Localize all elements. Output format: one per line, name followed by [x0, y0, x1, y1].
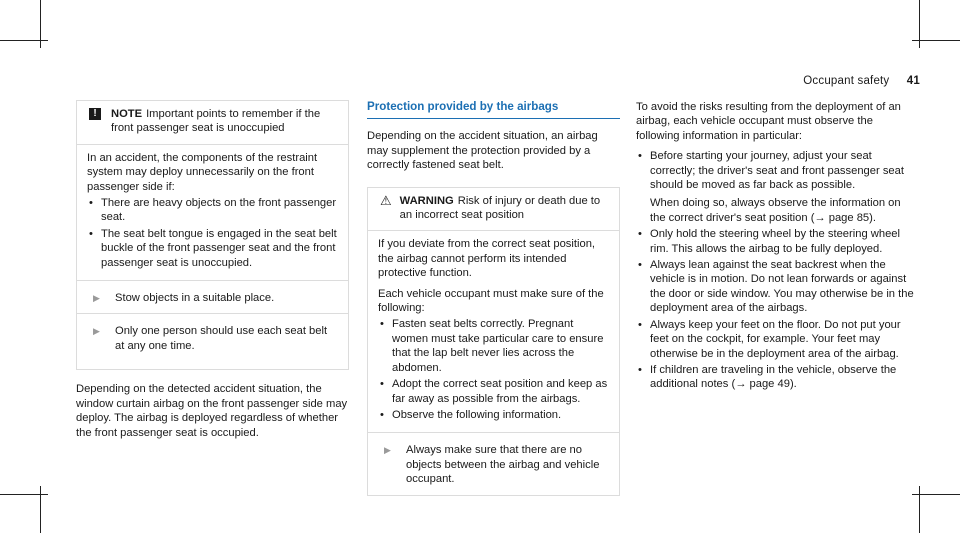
warning-paragraph: Each vehicle occupant must make sure of the following: — [378, 287, 604, 315]
list-item-text: • Before starting your journey, adjust your seat correctly; the driver's seat and front passenger seat should be moved as far back as possible. — [650, 150, 904, 192]
list-item — [636, 149, 918, 225]
arrow-right-icon: ▶ — [93, 293, 100, 304]
warning-step — [368, 432, 619, 494]
list-item: • Fasten seat belts correctly. Pregnant women must take particular care to ensure that the lap belt never lies across the abdomen. — [378, 317, 609, 375]
warning-keyword: WARNING — [399, 194, 454, 207]
warning-header — [368, 188, 619, 231]
step-text: Always make sure that there are no objects between the airbag and vehicle occupant. — [406, 444, 600, 486]
warning-box — [367, 187, 620, 496]
page-number: 41 — [906, 75, 920, 87]
warning-bullet-list — [378, 317, 609, 422]
exclamation-icon: ! — [89, 108, 101, 120]
step-text: Only one person should use each seat belt at any one time. — [115, 325, 328, 352]
crop-mark — [912, 40, 960, 41]
warning-body — [368, 230, 619, 432]
list-item: • If children are traveling in the vehicle, observe the additional notes (→ page 49). — [636, 363, 918, 392]
safety-bullet-list — [636, 149, 918, 392]
body-paragraph: Depending on the detected accident situation, the window curtain airbag on the front passenger side may deploy. The airbag is deployed regardless of whether the front passenger seat is occupied. — [76, 383, 348, 439]
crop-mark — [912, 494, 960, 495]
step-text: Stow objects in a suitable place. — [115, 292, 275, 305]
body-paragraph: To avoid the risks resulting from the deployment of an airbag, each vehicle occupant must observe the following information in particular: — [636, 101, 901, 142]
list-item: • Always keep your feet on the floor. Do not put your feet on the cockpit, for example. Your feet may otherwise be in the deployment area of the airbag. — [636, 318, 918, 361]
warning-title — [400, 194, 609, 223]
warning-triangle-icon: ⚠ — [380, 192, 392, 208]
column-right — [636, 100, 918, 394]
list-item: • Always lean against the seat backrest when the vehicle is in motion. Do not lean forwards or against the door or side window. You may otherwise be in the deployment area of the airbags. — [636, 258, 918, 316]
arrow-right-icon: ▶ — [384, 445, 391, 456]
crop-mark — [0, 40, 48, 41]
body-paragraph: Depending on the accident situation, an airbag may supplement the protection provided by a correctly fastened seat belt. — [367, 130, 598, 172]
note-text: Important points to remember if the front passenger seat is unoccupied — [111, 108, 321, 135]
arrow-right-icon: ▶ — [93, 326, 100, 337]
note-title — [111, 107, 338, 136]
note-step — [77, 280, 348, 313]
note-step — [77, 313, 348, 369]
note-bullet-list — [87, 196, 338, 270]
note-header — [77, 101, 348, 144]
list-item: • Observe the following information. — [378, 408, 609, 422]
column-left — [76, 100, 349, 446]
note-keyword: NOTE — [111, 108, 143, 120]
crop-mark — [0, 494, 48, 495]
section-heading: Protection provided by the airbags — [367, 100, 620, 119]
column-middle — [367, 100, 620, 496]
list-item: • There are heavy objects on the front passenger seat. — [87, 196, 338, 225]
note-intro: In an accident, the components of the restraint system may deploy unnecessarily on the front passenger side if: — [87, 151, 318, 193]
list-item: • Adopt the correct seat position and keep as far away as possible from the airbags. — [378, 377, 609, 406]
note-box — [76, 100, 349, 370]
note-body — [77, 144, 348, 280]
section-title: Occupant safety — [803, 75, 890, 87]
warning-text: Risk of injury or death due to an incorrect seat position — [399, 194, 601, 222]
warning-paragraph: If you deviate from the correct seat position, the airbag cannot perform its intended protective function. — [378, 238, 596, 280]
page-header — [803, 74, 920, 88]
list-item: • Only hold the steering wheel by the steering wheel rim. This allows the airbag to be fully deployed. — [636, 227, 918, 256]
list-item: • The seat belt tongue is engaged in the seat belt buckle of the front passenger seat and the front passenger seat is unoccupied. — [87, 227, 338, 270]
list-item-subtext: When doing so, always observe the information on the correct driver's seat position (→ page 85). — [650, 197, 901, 224]
